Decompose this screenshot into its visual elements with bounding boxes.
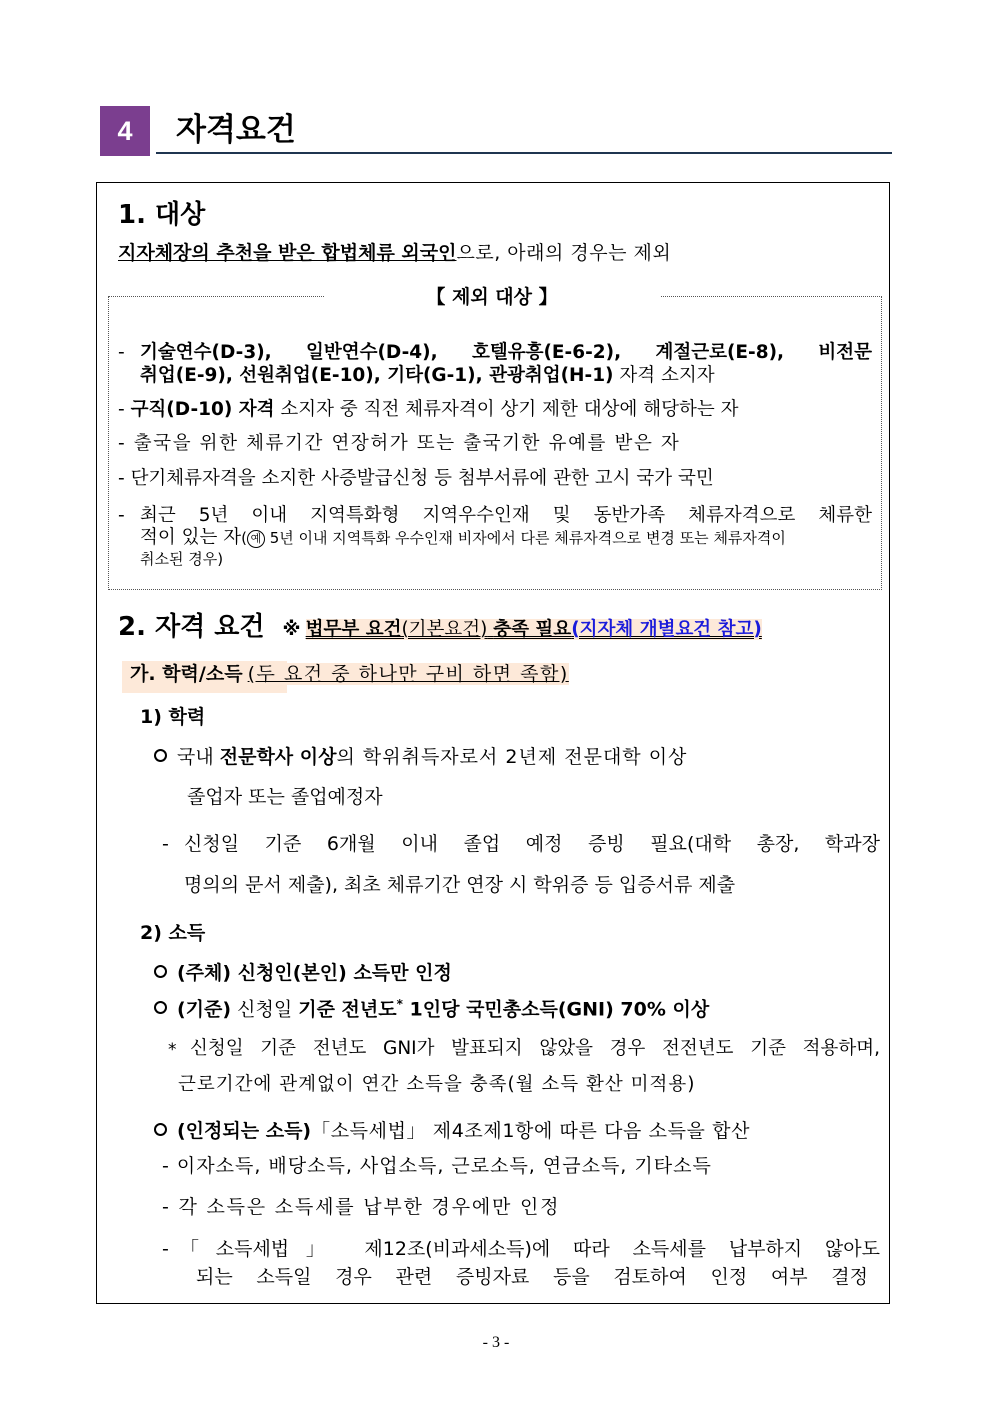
education-dash-line2: 명의의 문서 제출), 최초 체류기간 연장 시 학위증 등 입증서류 제출 [184,874,736,896]
exclusion-title: 【 제외 대상 】 [426,286,558,308]
income-footnote-mark: * [168,1040,177,1060]
exclusion-item-1-text2-rest: 자격 소지자 [613,365,715,386]
section-title-rule [156,152,892,154]
education-dash-line1 [184,833,880,856]
education-bullet-rest: 의 학위취득자로서 2년제 전문대학 이상 [336,746,688,768]
income-standard-bold2: 기준 전년도 [298,998,397,1021]
circle-bullet-icon [154,965,167,978]
sub-a-row [130,663,569,686]
income-standard-mid: 신청일 [231,998,299,1021]
income-footnote-line1 [190,1038,880,1060]
income-recognized-rest: 「소득세법」 제4조제1항에 따른 다음 소득을 합산 [311,1120,751,1142]
income-title: 2) 소득 [140,922,206,944]
qualification-note [306,619,762,640]
exclusion-item-1-dash: - [118,342,125,363]
exclusion-item-5-main: 적이 있는 자 [140,527,242,548]
education-bullet-line2: 졸업자 또는 졸업예정자 [187,786,383,808]
section-number-badge [100,106,150,156]
education-title: 1) 학력 [140,706,206,728]
target-intro-underlined: 지자체장의 추천을 받은 합법체류 외국인 [118,242,457,264]
income-recognized [154,1120,750,1143]
exclusion-item-1-text1: 기술연수(D-3), 일반연수(D-4), 호텔유흥(E-6-2), 계절근로(E-8), 비전문 [140,342,872,363]
example-mark: 예 [247,530,265,548]
exclusion-item-1-line2 [140,365,715,387]
note-bold-2: 충족 필요 [493,619,572,640]
target-heading: 1. 대상 [118,200,206,230]
circle-bullet-icon [154,1123,167,1136]
education-bullet-bold: 전문학사 이상 [219,746,337,768]
exclusion-item-3: - 출국을 위한 체류기간 연장허가 또는 출국기한 유예를 받은 자 [118,433,681,454]
education-bullet-pre: 국내 [177,746,220,768]
income-footnote-line2: 근로기간에 관계없이 연간 소득을 충족(월 소득 환산 미적용) [178,1074,696,1095]
exclusion-item-5-text1: 최근 5년 이내 지역특화형 지역우수인재 및 동반가족 체류자격으로 체류한 [140,505,872,526]
exclusion-item-5-example: 5년 이내 지역특화 우수인재 비자에서 다른 체류자격으로 변경 또는 체류자격이 [264,529,786,547]
section-number: 4 [117,115,133,146]
education-bullet [154,746,687,769]
exclusion-item-5-line3: 취소된 경우) [140,550,224,568]
sub-a-label: 가. 학력/소득 [130,663,243,685]
qualification-heading-row [118,612,762,643]
income-list-3-text2: 되는 소득일 경우 관련 증빙자료 등을 검토하여 인정 여부 결정 [196,1266,868,1288]
target-intro-rest: 으로, 아래의 경우는 제외 [456,242,672,264]
qualification-heading: 2. 자격 요건 [118,612,265,642]
exclusion-item-2-bold: 구직(D-10) 자격 [130,399,275,420]
income-subject [154,962,452,985]
exclusion-item-4-text: 단기체류자격을 소지한 사증발급신청 등 첨부서류에 관한 고시 국가 국민 [130,468,714,489]
income-standard-bold3: 1인당 국민총소득(GNI) 70% 이상 [402,998,710,1021]
income-standard-bold1: (기준) [177,998,232,1021]
income-recognized-bold: (인정되는 소득) [177,1120,312,1142]
exclusion-item-3-text: 출국을 위한 체류기간 연장허가 또는 출국기한 유예를 받은 자 [133,433,681,454]
exclusion-item-5-line2: 적이 있는 자( 예 5년 이내 지역특화 우수인재 비자에서 다른 체류자격으로 변경 또는 체류자격이 [140,527,786,548]
exclusion-item-2-rest: 소지자 중 직전 체류자격이 상기 제한 대상에 해당하는 자 [274,399,739,420]
note-mark: ※ [282,619,301,640]
income-list-3-line1 [180,1238,880,1261]
income-list-2-text: 각 소득은 소득세를 납부한 경우에만 인정 [178,1196,561,1218]
income-list-3-line2 [196,1266,868,1289]
education-dash-text1: 신청일 기준 6개월 이내 졸업 예정 증빙 필요(대학 총장, 학과장 [184,833,880,855]
note-blue: (지자체 개별요건 참고) [571,619,762,640]
sub-a-note: (두 요건 중 하나만 구비 하면 족함) [247,663,569,685]
income-list-2: - 각 소득은 소득세를 납부한 경우에만 인정 [162,1196,561,1218]
circle-bullet-icon [154,1001,167,1014]
note-paren: (기본요건) [401,619,488,640]
income-list-1: - 이자소득, 배당소득, 사업소득, 근로소득, 연금소득, 기타소득 [162,1155,712,1177]
exclusion-item-5-dash: - [118,505,125,526]
income-footnote-text1: 신청일 기준 전년도 GNI가 발표되지 않았을 경우 전전년도 기준 적용하며, [190,1038,880,1059]
note-bold-1: 법무부 요건 [305,619,402,640]
income-standard [154,997,709,1021]
exclusion-item-5-line1 [140,505,872,527]
exclusion-item-4: - 단기체류자격을 소지한 사증발급신청 등 첨부서류에 관한 고시 국가 국민 [118,468,714,489]
education-dash-mark: - [162,833,169,855]
circle-bullet-icon [154,749,167,762]
exclusion-item-2: - 구직(D-10) 자격 소지자 중 직전 체류자격이 상기 제한 대상에 해당하는 자 [118,399,739,420]
target-intro [118,242,671,265]
exclusion-item-1-line1 [140,342,872,364]
income-standard-star: * [396,997,403,1011]
section-title: 자격요건 [176,112,296,148]
income-list-1-text: 이자소득, 배당소득, 사업소득, 근로소득, 연금소득, 기타소득 [176,1155,712,1177]
income-list-3-text1: 「소득세법」 제12조(비과세소득)에 따라 소득세를 납부하지 않아도 [180,1238,880,1260]
income-subject-text: (주체) 신청인(본인) 소득만 인정 [177,962,452,984]
page-number: - 3 - [482,1334,510,1351]
income-list-3-dash: - [162,1238,169,1260]
exclusion-item-1-text2: 취업(E-9), 선원취업(E-10), 기타(G-1), 관광취업(H-1) [140,365,614,386]
